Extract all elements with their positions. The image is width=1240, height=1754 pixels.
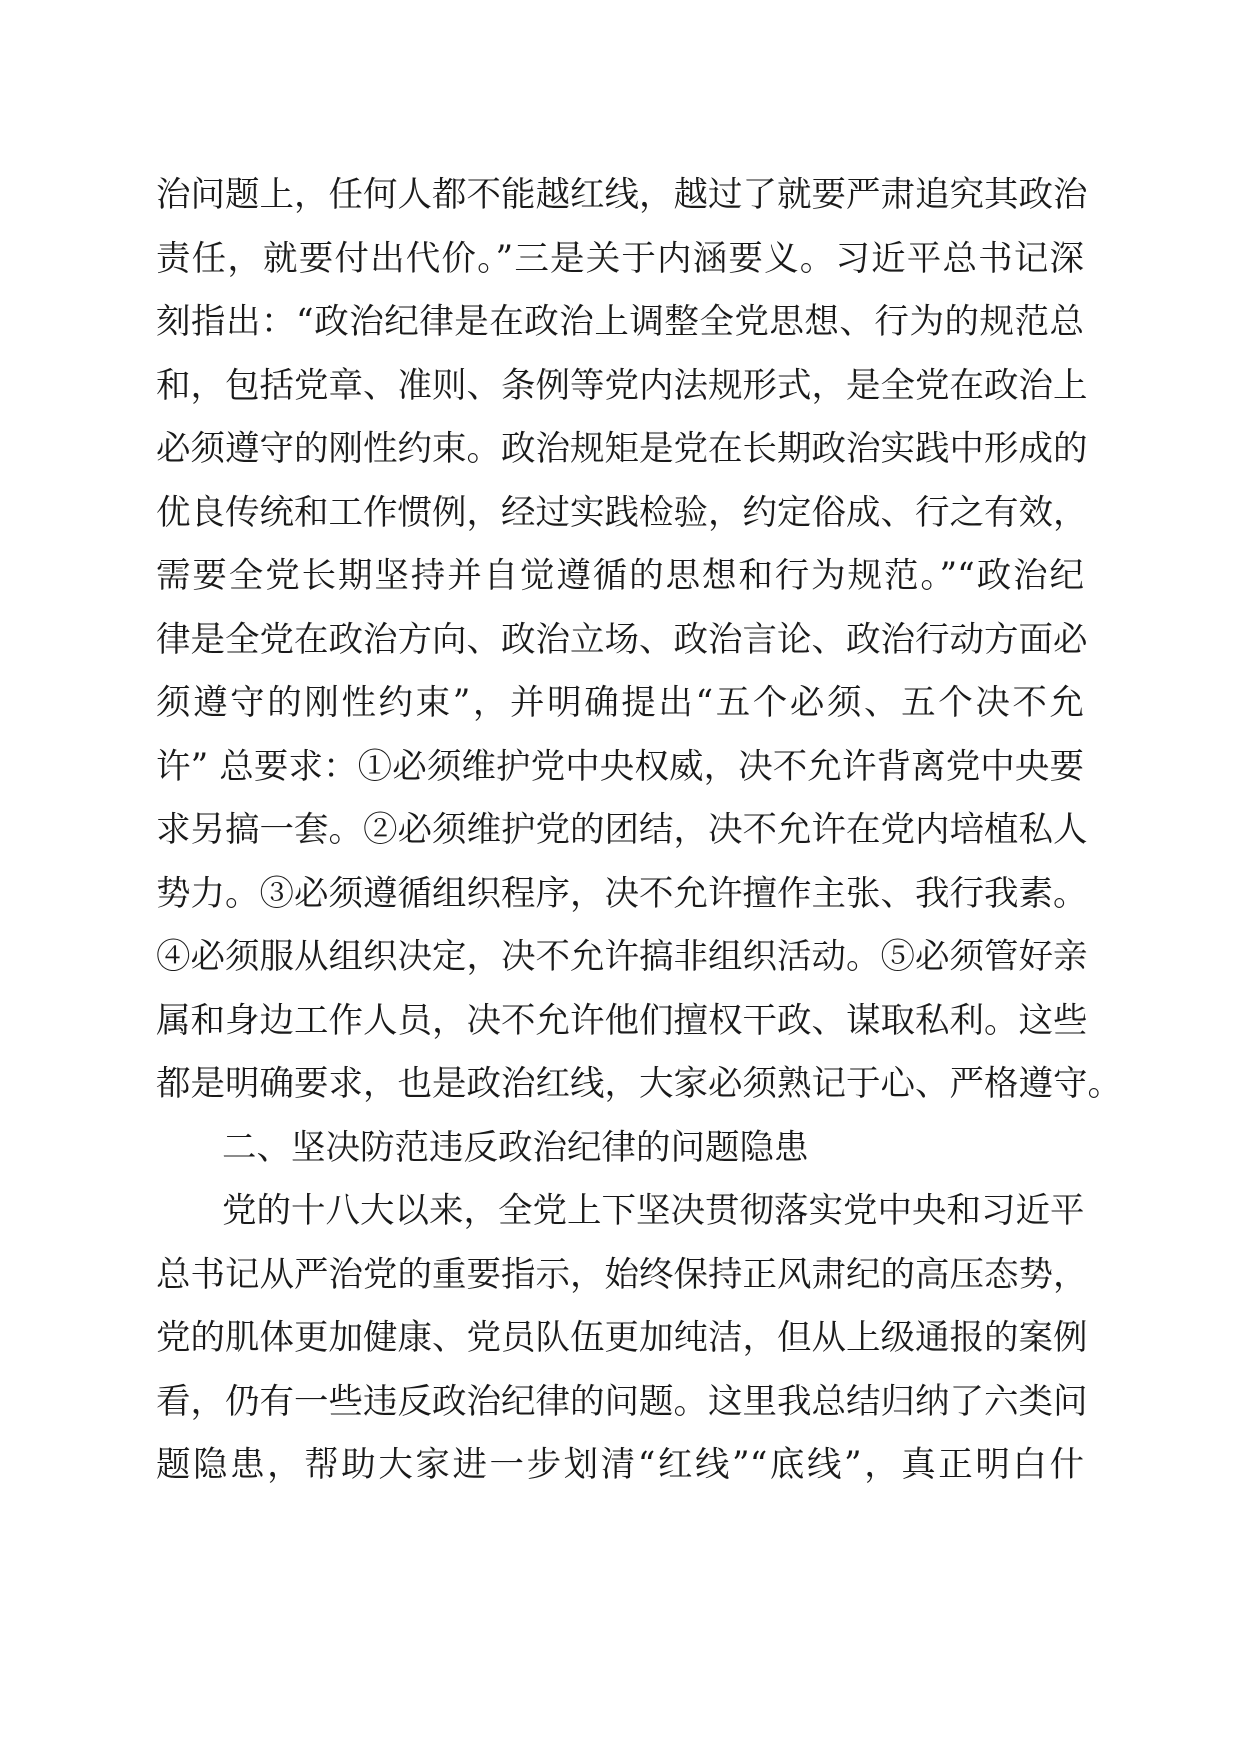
section-heading: 二、坚决防范违反政治纪律的问题隐患 xyxy=(222,1127,809,1168)
document-body xyxy=(156,164,1122,1498)
text-line: 必须遵守的刚性约束。政治规矩是党在长期政治实践中形成的 xyxy=(156,429,1088,469)
text-line: 刻指出：“政治纪律是在政治上调整全党思想、行为的规范总 xyxy=(156,302,1084,342)
text-line: 党的肌体更加健康、党员队伍更加纯洁，但从上级通报的案例 xyxy=(156,1318,1088,1358)
text-line: ④必须服从组织决定，决不允许搞非组织活动。⑤必须管好亲 xyxy=(156,937,1088,977)
text-line: 看，仍有一些违反政治纪律的问题。这里我总结归纳了六类问 xyxy=(156,1381,1088,1422)
text-line: 和，包括党章、准则、条例等党内法规形式，是全党在政治上 xyxy=(156,365,1088,406)
text-line: 优良传统和工作惯例，经过实践检验，约定俗成、行之有效， xyxy=(156,492,1088,533)
text-line: 总书记从严治党的重要指示，始终保持正风肃纪的高压态势， xyxy=(156,1254,1088,1295)
text-line: 治问题上，任何人都不能越红线，越过了就要严肃追究其政治 xyxy=(156,175,1088,215)
text-line: 求另搞一套。②必须维护党的团结，决不允许在党内培植私人 xyxy=(156,810,1088,850)
text-line: 律是全党在政治方向、政治立场、政治言论、政治行动方面必 xyxy=(156,619,1088,660)
text-line: 责任，就要付出代价。”三是关于内涵要义。习近平总书记深 xyxy=(156,238,1084,279)
text-line: 势力。③必须遵循组织程序，决不允许擅作主张、我行我素。 xyxy=(156,873,1088,914)
text-line: 须遵守的刚性约束”，并明确提出“五个必须、五个决不允 xyxy=(156,683,1084,723)
text-line: 都是明确要求，也是政治红线，大家必须熟记于心、严格遵守。 xyxy=(156,1064,1122,1104)
text-line: 许” 总要求：①必须维护党中央权威，决不允许背离党中央要 xyxy=(156,746,1084,787)
text-line: 属和身边工作人员，决不允许他们擅权干政、谋取私利。这些 xyxy=(156,1000,1088,1041)
text-line: 题隐患，帮助大家进一步划清“红线”“底线”，真正明白什 xyxy=(156,1445,1084,1485)
text-line: 需要全党长期坚持并自觉遵循的思想和行为规范。”“政治纪 xyxy=(156,556,1084,596)
text-line: 党的十八大以来，全党上下坚决贯彻落实党中央和习近平 xyxy=(222,1191,1085,1231)
